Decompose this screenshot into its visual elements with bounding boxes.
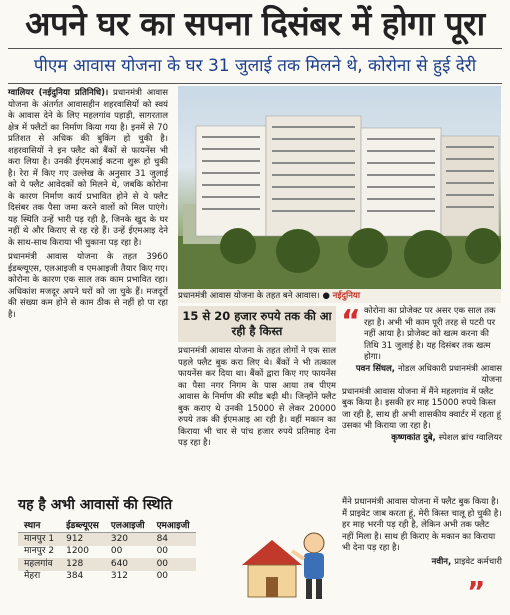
bullet-icon: ● bbox=[322, 291, 330, 301]
quote-1: कोरोना का प्रोजेक्ट पर असर एक साल तक रहा है। अभी भी काम पूरी तरह से पटरी पर नहीं आया है। प्रोजेक्ट को खत्म करना की तिथि 31 जुलाई है। यह दिसंबर तक खत्म होगा। bbox=[364, 306, 496, 362]
cell-mig: 00 bbox=[156, 546, 169, 556]
quote-3-signature bbox=[342, 557, 502, 569]
installment-story bbox=[178, 306, 336, 450]
installment-body: प्रधानमंत्री आवास योजना के तहत लोगों ने एक साल पहले फ्लैट बुक करा लिए थे। बैंकों ने भी तत्काल फायनेंस कर दिया था। बैंकों द्वारा किए गए फायनेंस का पैसा नगर निगम के पास आया तब पीएम आवास के निर्माण की स्पीड बढ़ी थी। जिन्होंने फ्लैट बुक कराए थे उनकी 15000 से लेकर 20000 रुपये तक की ईएमआइ आ रही है। वहीं मकान का किराया भी चार से पांच हजार रुपये प्रतिमाह देना पड़ रहा है। bbox=[178, 346, 336, 448]
quote-3-block bbox=[342, 497, 502, 570]
header-location: स्थान bbox=[18, 517, 60, 533]
quote-open-icon: “ bbox=[341, 304, 361, 339]
cell-location: मेहरा bbox=[24, 571, 41, 581]
quotes-column bbox=[342, 306, 502, 444]
cell-ews: 912 bbox=[60, 533, 105, 546]
dateline: ग्वालियर (नईदुनिया प्रतिनिधि)। bbox=[8, 88, 109, 98]
quote-3-name: नवीन, bbox=[431, 556, 452, 567]
article-paragraph-2: प्रधानमंत्री आवास योजना के तहत 3960 ईडब्ल्यूएस, एलआइजी व एमआइजी तैयार किए गए। कोरोना के कारण एक साल तक काम प्रभावित रहा। अधिकांश मजदूर अपने घरों को जा चुके हैं। मजदूरों की संख्या कम होने से काम ठीक से नहीं हो पा रहा है। bbox=[8, 252, 168, 320]
cell-ews: 1200 bbox=[66, 546, 89, 556]
cell-lig: 320 bbox=[105, 533, 151, 546]
quote-3: मैंने प्रधानमंत्री आवास योजना में फ्लैट बुक किया है। मैं प्राइवेट जाब करता हूं, मेरी किस्त चालू हो चुकी है। हर माह भरनी पड़ रही है, लेकिन अभी तक फ्लैट नहीं मिला है। साथ ही किराए के मकान का किराया भी देना पड़ रहा है। bbox=[342, 497, 502, 553]
installment-kicker: 15 से 20 हजार रुपये तक की आ रही है किस्त bbox=[178, 306, 336, 342]
article-paragraph-1: प्रधानमंत्री आवास योजना के अंतर्गत आवासहीन शहरवासियों को स्वयं के आवास देने के लिए महलगांव पहाड़ी, सागरताल क्षेत्र में फ्लैटों का निर्माण किया गया है। इनमें से 70 प्रतिशत से अधिक की बुकिंग हो चुकी है। शहरवासियों ने इन फ्लैट को बैंकों से फायनेंस भी करा लिया है। उनकी ईएमआई कटना शुरू हो चुकी है। रेरा में किए गए उल्लेख के अनुसार 31 जुलाई को ये फ्लैट आवेदकों को मिलने थे, जबकि कोरोना के कारण निर्माण कार्य प्रभावित होने से ये फ्लैट दिसंबर तक पैसा जमा करने वालों को मिल पाएंगे। यह स्थिति उन्हें भारी पड़ रही है, जिनके खुद के घर नहीं थे और किराए से रह रहे हैं। उन्हें ईएमआइ देने के साथ-साथ किराया भी चुकाना पड़ रहा है। bbox=[8, 88, 168, 248]
header-ews: ईडब्ल्यूएस bbox=[60, 517, 105, 533]
cell-location: महलगांव bbox=[18, 558, 60, 571]
cell-mig: 00 bbox=[156, 571, 169, 581]
header-mig: एमआइजी bbox=[151, 517, 196, 533]
article-left-column bbox=[8, 88, 168, 324]
quote-2: प्रधानमंत्री आवास योजना में मैंने महलगांव में फ्लैट बुक किया है। इसकी हर माह 15000 रुपये किस्त जा रही है, साथ ही अभी शासकीय क्वार्टर में रहता हूं उसका भी किराया जा रहा है। bbox=[342, 386, 502, 431]
status-table-title: यह है अभी आवासों की स्थिति bbox=[18, 497, 173, 513]
header-lig: एलआइजी bbox=[105, 517, 151, 533]
cell-ews: 128 bbox=[60, 558, 105, 571]
cell-location: मानपुर 1 bbox=[18, 533, 60, 546]
quote-close-icon: ” bbox=[467, 575, 486, 608]
table-row bbox=[18, 546, 196, 559]
quote-1-role: नोडल अधिकारी प्रधानमंत्री आवास योजना bbox=[398, 363, 502, 385]
cell-ews: 384 bbox=[66, 571, 84, 581]
quote-1-signature bbox=[342, 364, 502, 387]
quote-2-signature bbox=[342, 433, 502, 445]
quote-3-role: प्राइवेट कर्मचारी bbox=[454, 556, 502, 567]
cell-lig: 640 bbox=[105, 558, 151, 571]
subheadline: पीएम आवास योजना के घर 31 जुलाई तक मिलने थे, कोरोना से हुई देरी bbox=[8, 48, 502, 84]
headline: अपने घर का सपना दिसंबर में होगा पूरा bbox=[25, 4, 485, 43]
cell-lig: 00 bbox=[110, 546, 123, 556]
status-table bbox=[18, 517, 196, 583]
house-cartoon-icon bbox=[232, 515, 340, 607]
table-header-row bbox=[18, 517, 196, 533]
building-illustration bbox=[178, 86, 501, 289]
photo-credit: नईदुनिया bbox=[332, 291, 361, 301]
photo-caption bbox=[178, 289, 501, 303]
cell-mig: 00 bbox=[151, 558, 196, 571]
cell-mig: 84 bbox=[151, 533, 196, 546]
cell-lig: 312 bbox=[110, 571, 129, 581]
table-row bbox=[18, 571, 196, 584]
cell-location: मानपुर 2 bbox=[24, 546, 55, 556]
quote-2-role: स्पेशल ब्रांच ग्वालियर bbox=[438, 432, 502, 443]
quote-2-name: कृष्णकांत दुबे, bbox=[391, 432, 436, 443]
table-row bbox=[18, 533, 196, 546]
housing-photo bbox=[178, 86, 501, 289]
table-row bbox=[18, 558, 196, 571]
quote-1-name: पवन सिंघल, bbox=[355, 363, 396, 374]
caption-text: प्रधानमंत्री आवास योजना के तहत बने आवास। bbox=[178, 291, 320, 301]
